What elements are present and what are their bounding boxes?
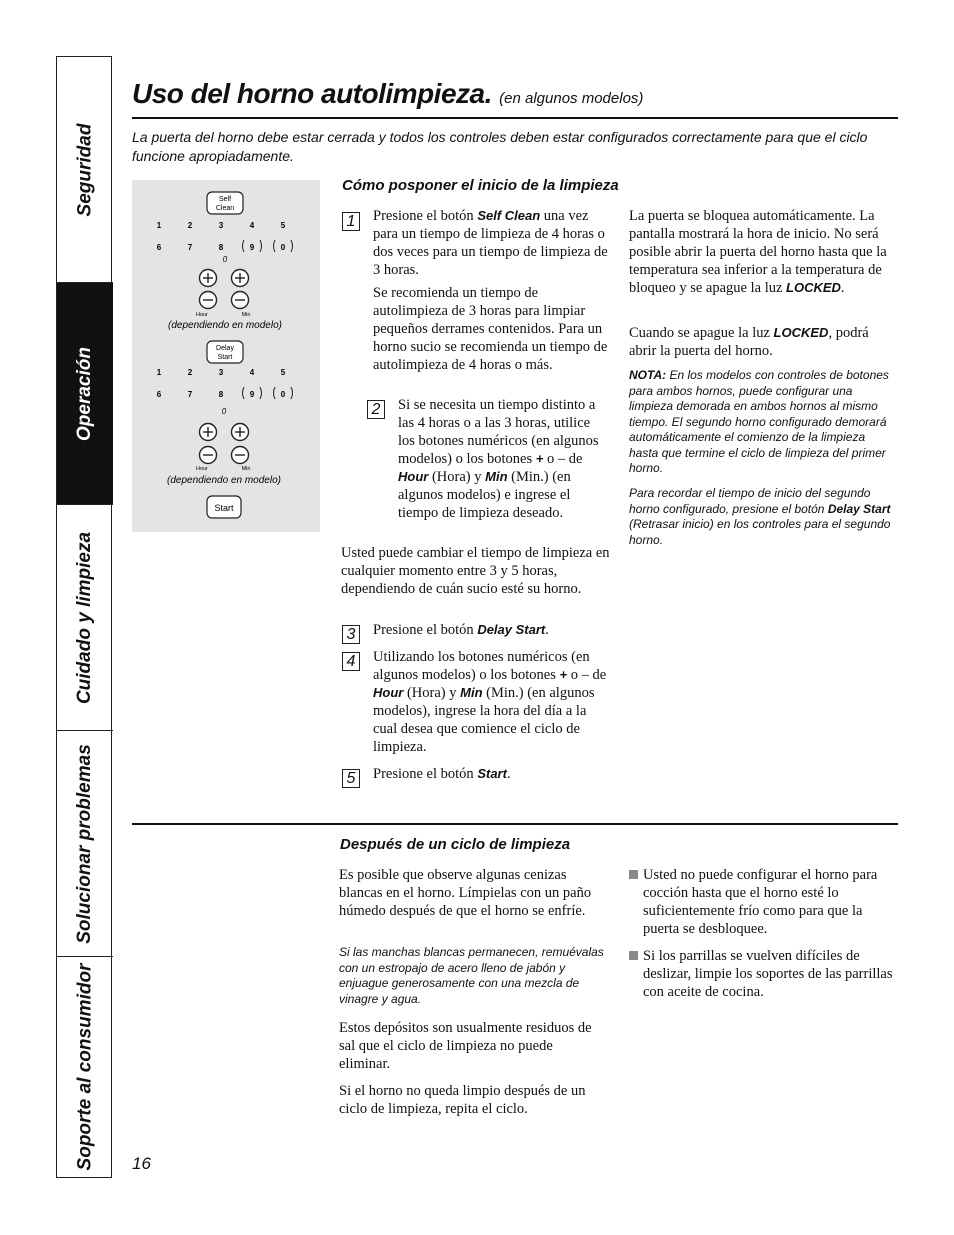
digit-key: 1 [156,221,162,230]
panel-caption-top: (dependiendo en modelo) [168,320,282,331]
min-keyword: Min [460,685,483,700]
step-text: . [506,766,511,782]
zero-label: 0 [222,255,228,264]
key-bracket-icon [260,387,262,399]
min-key-label: Min [241,466,251,472]
delay-start-keyword: Delay Start [477,622,546,637]
paragraph-text: , podrá abrir la puerta del horno. [629,325,869,359]
bullet-square [629,951,638,960]
minus-keyword: – [581,667,589,683]
self-clean-label-2: Clean [215,205,235,212]
digit-key: 9 [249,243,255,252]
digit-key: 7 [187,243,193,252]
step-1-recommendation: Se recomienda un tiempo de autolimpieza de 3 horas para limpiar pequeños derrames contenidos. Para un horno sucio se recomienda un tiempo de autolimpieza de 4 horas o más. [373,285,608,373]
hour-min-keys-top [196,270,250,319]
tab-label: Soporte al consumidor [74,963,96,1171]
change-time-paragraph: Usted puede cambiar el tiempo de limpieza en cualquier momento entre 3 y 5 horas, dependiendo de cuán sucio esté su horno. [341,545,610,597]
digit-key: 8 [218,243,224,252]
digit-key: 4 [249,221,255,230]
digit-key: 3 [218,221,224,230]
number-keypad-bottom [157,368,293,399]
minus-keyword: – [557,451,566,467]
page-number: 16 [132,1154,151,1173]
tab-label: Operación [74,346,96,441]
digit-key: 0 [280,390,286,399]
side-tabs [56,56,112,1178]
step-text: (Min.) (en algunos modelos) e ingrese el tiempo de limpieza deseado. [398,469,571,521]
min-key-label: Min [241,312,251,318]
self-clean-keyword: Self Clean [477,208,541,223]
locked-keyword: LOCKED [773,325,829,340]
step-text: o [567,667,582,683]
tab-label: Cuidado y limpieza [74,531,95,704]
zero-label: 0 [221,407,227,416]
step-number-2: 2 [367,400,385,419]
digit-key: 1 [156,368,162,377]
step-text: (Hora) y [428,469,486,485]
paragraph-text: . [840,280,845,296]
hour-key-label: Hour [196,312,208,318]
digit-key: 6 [156,390,162,399]
note-second-oven [629,486,897,548]
deposits-paragraph: Estos depósitos son usualmente residuos de sal que el ciclo de limpieza no puede eliminar. [339,1020,592,1072]
key-bracket-icon [274,240,276,252]
hour-min-keys-bottom [196,424,250,473]
hour-keyword: Hour [373,685,404,700]
step-text: una vez para un tiempo de limpieza de 4 horas o dos veces para un tiempo de limpieza de 3 horas. [373,208,608,278]
digit-key: 2 [187,368,193,377]
step-text: . [545,622,549,638]
digit-key: 9 [249,390,255,399]
tab-label: Solucionar problemas [74,743,96,944]
step-text: Utilizando los botones numéricos (en algunos modelos) o los botones [373,649,590,683]
locked-keyword: LOCKED [786,280,841,295]
key-bracket-icon [260,240,262,252]
step-text: de [588,667,607,683]
digit-key: 3 [218,368,224,377]
section-heading-delay: Cómo posponer el inicio de la limpieza [342,177,619,194]
step-text: (Hora) y [403,685,461,701]
step-text: Presione el botón [373,766,478,782]
digit-key: 8 [218,390,224,399]
page-title-text: Uso del horno autolimpieza. [132,78,492,109]
step-3-text [373,621,609,639]
bullet-square [629,870,638,879]
key-bracket-icon [291,240,293,252]
delay-start-label-1: Delay [216,345,234,352]
tab-seguridad[interactable] [57,57,113,283]
tab-cuidado-y-limpieza[interactable] [57,505,113,731]
min-keyword: Min [485,469,508,484]
step-text: o [543,451,558,467]
start-key-label: Start [214,503,234,513]
note-label: NOTA: [629,368,667,382]
page-subtitle: (en algunos modelos) [499,90,644,107]
paragraph-text: La puerta se bloquea automáticamente. La pantalla mostrará la hora de inicio. No será posible abrir la puerta del horno hasta que la temperatura sea inferior a la temperatura de bloqueo y se apague la luz [629,208,887,296]
delay-start-keyword: Delay Start [827,501,891,516]
tab-label: Seguridad [74,123,95,216]
page-title [132,78,643,110]
panel-caption-bottom: (dependiendo en modelo) [167,475,281,486]
step-number-5: 5 [342,769,360,788]
step-number-1: 1 [342,212,360,231]
tab-operacion[interactable] [57,283,113,505]
plus-keyword: + [535,451,544,466]
title-rule [132,117,898,119]
digit-key: 2 [187,221,193,230]
step-5-text [373,765,609,783]
start-keyword: Start [477,766,507,781]
section-heading-after: Después de un ciclo de limpieza [340,836,571,853]
digit-key: 6 [156,243,162,252]
self-clean-label-1: Self [218,196,232,203]
step-1-text [373,207,609,279]
tab-soporte-al-consumidor[interactable] [57,957,113,1177]
digit-key: 7 [187,390,193,399]
paragraph-text: Cuando se apague la luz [629,325,774,341]
key-bracket-icon [274,387,276,399]
step-4-text [373,648,609,756]
delay-start-label-2: Start [217,354,233,361]
digit-key: 4 [249,368,255,377]
plus-keyword: + [559,667,568,682]
intro-text: La puerta del horno debe estar cerrada y todos los controles deben estar configurados correctamente para que el ciclo funcione apropiadamente. [132,129,868,164]
note-text: (Retrasar inicio) en los controles para el segundo horno. [629,517,891,547]
step-text: Presione el botón [373,208,478,224]
number-keypad-top [157,221,293,252]
key-bracket-icon [291,387,293,399]
digit-key: 0 [280,243,286,252]
control-panel-illustration [132,180,320,532]
repeat-paragraph: Si el horno no queda limpio después de un ciclo de limpieza, repita el ciclo. [339,1083,586,1117]
unlock-paragraph [629,324,897,360]
digit-key: 5 [280,221,286,230]
tab-solucionar-problemas[interactable] [57,731,113,957]
stain-note: Si las manchas blancas permanecen, remuévalas con un estropajo de acero lleno de jabón y enjuague generosamente con una mezcla de vinagre y agua. [339,945,604,1006]
ash-paragraph: Es posible que observe algunas cenizas blancas en el horno. Límpielas con un paño húmedo después de que el horno se enfríe. [339,867,592,919]
step-text: de [565,451,583,467]
bullet-item: Usted no puede configurar el horno para cocción hasta que el horno esté lo suficientemente frío como para que la puerta se desbloquee. [643,867,878,937]
step-text: Presione el botón [373,622,478,638]
note-two-ovens [629,368,897,477]
hour-key-label: Hour [196,466,208,472]
lock-paragraph [629,207,897,297]
section-divider [132,823,898,825]
step-number-4: 4 [342,652,360,671]
hour-keyword: Hour [398,469,429,484]
key-bracket-icon [243,387,245,399]
key-bracket-icon [243,240,245,252]
step-text: Si se necesita un tiempo distinto a las 4 horas o a las 3 horas, utilice los botones numéricos (en algunos modelos) o los botones [398,397,599,467]
bullet-item: Si los parrillas se vuelven difíciles de deslizar, limpie los soportes de las parrillas con aceite de cocina. [643,948,893,1000]
step-text: (Min.) (en algunos modelos), ingrese la hora del día a la cual desea que comience el ciclo de limpieza. [373,685,595,755]
step-number-3: 3 [342,625,360,644]
note-text: En los modelos con controles de botones para ambos hornos, puede configurar una limpieza demorada en ambos hornos al mismo tiempo. El segundo horno configurado demorará automáticamente el comienzo de la limpieza hasta que termine el ciclo de limpieza del primer horno. [629,368,889,475]
step-2-text [398,396,610,522]
digit-key: 5 [280,368,286,377]
note-text: Para recordar el tiempo de inicio del segundo horno configurado, presione el botón [629,486,871,516]
